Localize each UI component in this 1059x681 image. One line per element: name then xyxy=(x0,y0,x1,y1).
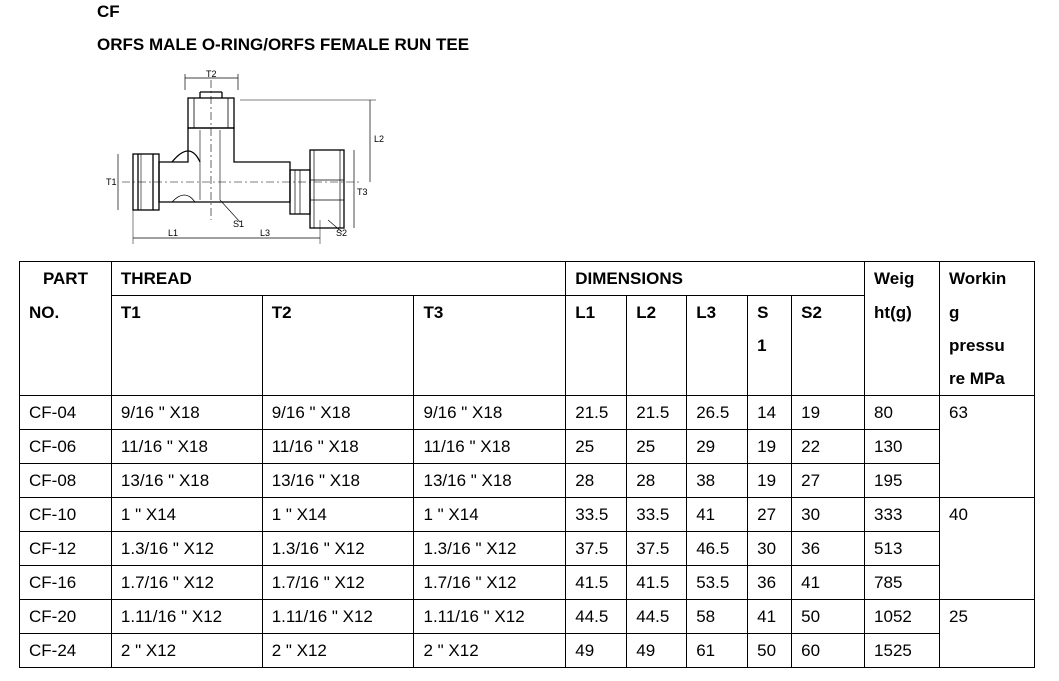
table-row xyxy=(20,600,1035,634)
product-title: ORFS MALE O-RING/ORFS FEMALE RUN TEE xyxy=(97,35,470,54)
header-thread: THREAD xyxy=(111,262,565,296)
cell-t1: 13/16 " X18 xyxy=(111,464,262,498)
cell-t2: 1.11/16 " X12 xyxy=(262,600,414,634)
cell-l1: 28 xyxy=(566,464,627,498)
header-part: PART xyxy=(20,262,112,296)
cell-s2: 36 xyxy=(792,532,865,566)
cell-l3: 46.5 xyxy=(687,532,748,566)
cell-s1: 14 xyxy=(748,396,792,430)
cell-part: CF-04 xyxy=(20,396,112,430)
cell-l3: 38 xyxy=(687,464,748,498)
header-t1: T1 xyxy=(111,296,262,396)
cell-part: CF-12 xyxy=(20,532,112,566)
drawing-label: S2 xyxy=(336,228,348,238)
cell-l3: 53.5 xyxy=(687,566,748,600)
header-l2: L2 xyxy=(627,296,687,396)
cell-s2: 50 xyxy=(792,600,865,634)
cell-s2: 19 xyxy=(792,396,865,430)
cell-l3: 26.5 xyxy=(687,396,748,430)
cell-weight: 333 xyxy=(865,498,940,532)
cell-part: CF-24 xyxy=(20,634,112,668)
cell-l2: 49 xyxy=(627,634,687,668)
cell-s1: 36 xyxy=(748,566,792,600)
table-row xyxy=(20,396,1035,430)
cell-t3: 1.7/16 " X12 xyxy=(414,566,566,600)
cell-part: CF-10 xyxy=(20,498,112,532)
cell-s1: 19 xyxy=(748,464,792,498)
cell-t3: 1.3/16 " X12 xyxy=(414,532,566,566)
cell-t1: 1 " X14 xyxy=(111,498,262,532)
header-weight: Weig xyxy=(865,262,940,296)
spec-table xyxy=(19,261,1035,668)
cell-s1: 19 xyxy=(748,430,792,464)
cell-l1: 41.5 xyxy=(566,566,627,600)
cell-l1: 33.5 xyxy=(566,498,627,532)
cell-l1: 44.5 xyxy=(566,600,627,634)
cell-s2: 27 xyxy=(792,464,865,498)
cell-t1: 2 " X12 xyxy=(111,634,262,668)
cell-t2: 11/16 " X18 xyxy=(262,430,414,464)
cell-pressure: 25 xyxy=(940,600,1035,668)
table-row xyxy=(20,430,1035,464)
cell-l3: 29 xyxy=(687,430,748,464)
cell-t1: 1.7/16 " X12 xyxy=(111,566,262,600)
cell-part: CF-06 xyxy=(20,430,112,464)
cell-weight: 195 xyxy=(865,464,940,498)
cell-part: CF-08 xyxy=(20,464,112,498)
cell-l1: 25 xyxy=(566,430,627,464)
drawing-label: L3 xyxy=(260,228,271,238)
cell-s2: 41 xyxy=(792,566,865,600)
cell-l2: 44.5 xyxy=(627,600,687,634)
table-row xyxy=(20,498,1035,532)
cell-t1: 1.3/16 " X12 xyxy=(111,532,262,566)
header-s1: S 1 xyxy=(748,296,792,396)
cell-l2: 41.5 xyxy=(627,566,687,600)
drawing-label: L1 xyxy=(168,228,179,238)
cell-l3: 41 xyxy=(687,498,748,532)
cell-s2: 22 xyxy=(792,430,865,464)
cell-l2: 21.5 xyxy=(627,396,687,430)
cell-t2: 1 " X14 xyxy=(262,498,414,532)
table-row xyxy=(20,532,1035,566)
cell-l2: 25 xyxy=(627,430,687,464)
cell-l2: 28 xyxy=(627,464,687,498)
fitting-drawing xyxy=(100,70,400,250)
cell-part: CF-16 xyxy=(20,566,112,600)
cell-t3: 13/16 " X18 xyxy=(414,464,566,498)
cell-l2: 37.5 xyxy=(627,532,687,566)
cell-t2: 9/16 " X18 xyxy=(262,396,414,430)
header-part-no: NO. xyxy=(20,296,112,396)
cell-s1: 41 xyxy=(748,600,792,634)
cell-s1: 30 xyxy=(748,532,792,566)
cell-s2: 30 xyxy=(792,498,865,532)
cell-t3: 2 " X12 xyxy=(414,634,566,668)
header-pressure-cont: g pressu re MPa xyxy=(940,296,1035,396)
cell-l3: 61 xyxy=(687,634,748,668)
product-code: CF xyxy=(97,2,120,21)
cell-weight: 130 xyxy=(865,430,940,464)
cell-t3: 1.11/16 " X12 xyxy=(414,600,566,634)
cell-weight: 80 xyxy=(865,396,940,430)
header-pressure: Workin xyxy=(940,262,1035,296)
cell-weight: 1525 xyxy=(865,634,940,668)
cell-s1: 50 xyxy=(748,634,792,668)
header-t2: T2 xyxy=(262,296,414,396)
drawing-label: T3 xyxy=(357,187,368,197)
cell-pressure: 63 xyxy=(940,396,1035,498)
cell-t3: 1 " X14 xyxy=(414,498,566,532)
cell-t2: 1.7/16 " X12 xyxy=(262,566,414,600)
header-l1: L1 xyxy=(566,296,627,396)
cell-weight: 1052 xyxy=(865,600,940,634)
header-t3: T3 xyxy=(414,296,566,396)
table-row xyxy=(20,634,1035,668)
cell-t2: 13/16 " X18 xyxy=(262,464,414,498)
cell-t1: 11/16 " X18 xyxy=(111,430,262,464)
drawing-label: T2 xyxy=(206,70,217,79)
cell-t1: 9/16 " X18 xyxy=(111,396,262,430)
drawing-label: T1 xyxy=(106,177,117,187)
header-s2: S2 xyxy=(792,296,865,396)
header-dimensions: DIMENSIONS xyxy=(566,262,865,296)
cell-pressure: 40 xyxy=(940,498,1035,600)
header-weight-cont: ht(g) xyxy=(865,296,940,396)
cell-l3: 58 xyxy=(687,600,748,634)
cell-t3: 9/16 " X18 xyxy=(414,396,566,430)
cell-s2: 60 xyxy=(792,634,865,668)
cell-l1: 37.5 xyxy=(566,532,627,566)
cell-t2: 2 " X12 xyxy=(262,634,414,668)
drawing-label: S1 xyxy=(233,219,245,229)
cell-t2: 1.3/16 " X12 xyxy=(262,532,414,566)
table-row xyxy=(20,464,1035,498)
cell-weight: 513 xyxy=(865,532,940,566)
drawing-label: L2 xyxy=(374,134,385,144)
cell-l1: 49 xyxy=(566,634,627,668)
cell-part: CF-20 xyxy=(20,600,112,634)
table-row xyxy=(20,566,1035,600)
cell-s1: 27 xyxy=(748,498,792,532)
cell-l2: 33.5 xyxy=(627,498,687,532)
cell-t3: 11/16 " X18 xyxy=(414,430,566,464)
cell-weight: 785 xyxy=(865,566,940,600)
header-l3: L3 xyxy=(687,296,748,396)
cell-t1: 1.11/16 " X12 xyxy=(111,600,262,634)
cell-l1: 21.5 xyxy=(566,396,627,430)
